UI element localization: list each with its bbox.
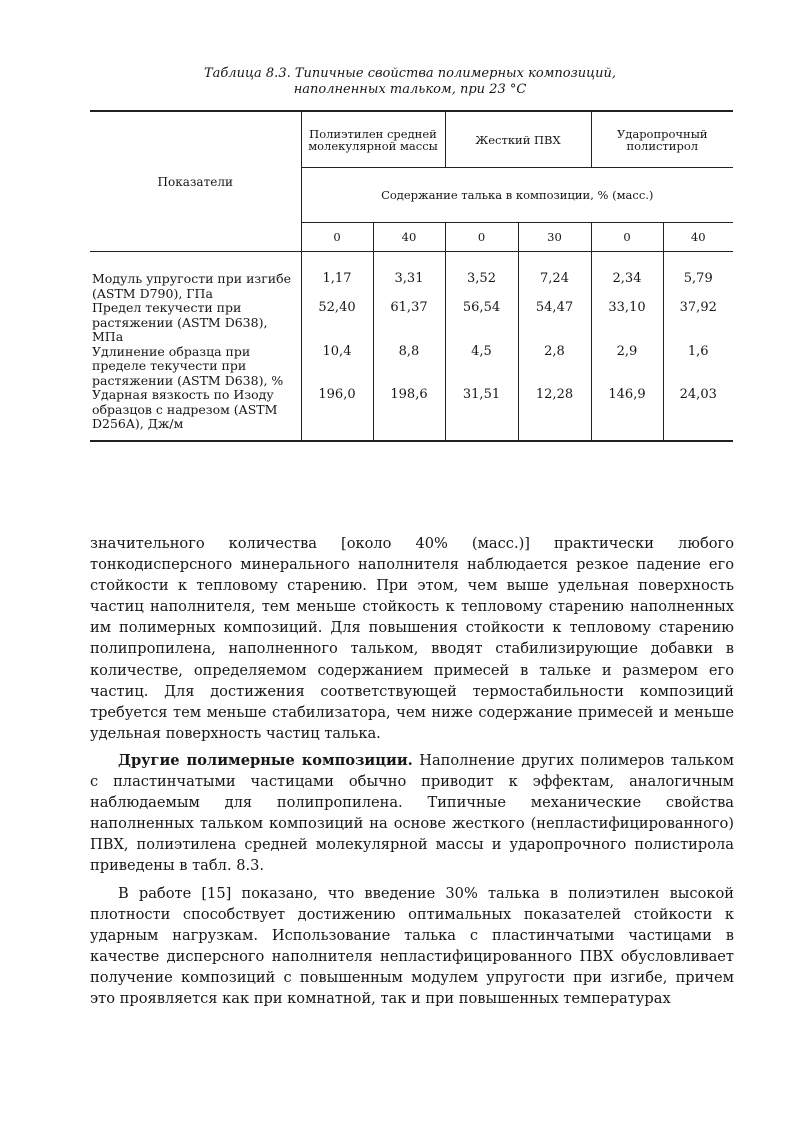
- table-cell: 10,4: [301, 345, 373, 389]
- table-row: [90, 388, 733, 441]
- paragraph: В работе [15] показано, что введение 30% талька в полиэтилен высокой плотности способствует достижению оптимальных показателей стойкости к ударным нагрузкам. Использование талька с пластинчатыми частицами в качестве дисперсного наполнителя непластифицированного ПВХ обусловливает получение композиций с повышенным модулем упругости при изгибе, причем это проявляется как при комнатной, так и при повышенных температурах: [90, 884, 734, 1007]
- table-cell: 1,17: [301, 252, 373, 302]
- table-cell: 3,31: [373, 252, 445, 302]
- table-cell: 61,37: [373, 301, 445, 345]
- table-caption-line-2: наполненных тальком, при 23 °С: [293, 82, 527, 97]
- table-cell: 8,8: [373, 345, 445, 389]
- paragraph: [90, 750, 734, 877]
- table-cell: 54,47: [518, 301, 591, 345]
- header-talc-value: 40: [663, 223, 733, 252]
- header-talc-value: 0: [301, 223, 373, 252]
- properties-table: [90, 110, 733, 442]
- table-cell: 4,5: [445, 345, 518, 389]
- header-talc-value: 0: [445, 223, 518, 252]
- section-heading: Другие полимерные композиции.: [118, 751, 413, 769]
- table-cell: 198,6: [373, 388, 445, 441]
- row-label: Модуль упругости при изгибе (ASTM D790), ГПа: [92, 271, 292, 301]
- table-cell: 196,0: [301, 388, 373, 441]
- table-caption-line-1: Таблица 8.3. Типичные свойства полимерных композиций,: [203, 66, 617, 81]
- paragraph: значительного количества [около 40% (масс.)] практически любого тонкодисперсного минерального наполнителя наблюдается резкое падение его стойкости к тепловому старению. При этом, чем выше удельная поверхность частиц наполнителя, тем меньше стойкость к тепловому старению наполненных им полимерных композиций. Для повышения стойкости к тепловому старению полипропилена, наполненного тальком, вводят стабилизирующие добавки в количестве, определяемом содержанием примесей в тальке и размером его частиц. Для достижения соответствующей термостабильности композиций требуется тем меньше стабилизатора, чем ниже содержание примесей и меньше удельная поверхность частиц талька.: [90, 535, 734, 742]
- table-row: [90, 345, 733, 389]
- table-cell: 1,6: [663, 345, 733, 389]
- table-caption: [150, 66, 670, 98]
- row-label: Предел текучести при растяжении (ASTM D638), МПа: [92, 300, 268, 344]
- table-cell: 12,28: [518, 388, 591, 441]
- row-label: Ударная вязкость по Изоду образцов с надрезом (ASTM D256A), Дж/м: [90, 388, 301, 441]
- header-polymer-pe: Полиэтилен средней молекулярной массы: [301, 111, 445, 168]
- row-label: Удлинение образца при пределе текучести при растяжении (ASTM D638), %: [92, 343, 284, 388]
- header-talc-value: 30: [518, 223, 591, 252]
- table-cell: 24,03: [663, 388, 733, 441]
- table-row: [90, 252, 733, 302]
- paragraph-text: Наполнение других полимеров тальком с пластинчатыми частицами обычно приводит к эффектам, аналогичным наблюдаемым для полипропилена. Типичные механические свойства наполненных тальком композиций на основе жесткого (непластифицированного) ПВХ, полиэтилена средней молекулярной массы и ударопрочного полистирола приведены в табл. 8.3.: [90, 751, 734, 875]
- table-cell: 2,34: [591, 252, 663, 302]
- header-talc-value: 40: [373, 223, 445, 252]
- table-cell: 33,10: [591, 301, 663, 345]
- table-cell: 31,51: [445, 388, 518, 441]
- table-cell: 7,24: [518, 252, 591, 302]
- header-polymer-pvc: Жесткий ПВХ: [445, 111, 591, 168]
- header-talc-value: 0: [591, 223, 663, 252]
- table-cell: 37,92: [663, 301, 733, 345]
- table-cell: 146,9: [591, 388, 663, 441]
- table-cell: 5,79: [663, 252, 733, 302]
- table-cell: 2,9: [591, 345, 663, 389]
- header-talc-content: Содержание талька в композиции, % (масс.): [301, 168, 733, 223]
- header-indicators: Показатели: [90, 111, 301, 252]
- table-cell: 3,52: [445, 252, 518, 302]
- header-polymer-ps: Ударопрочный полистирол: [591, 111, 733, 168]
- table-row: [90, 301, 733, 345]
- table-cell: 2,8: [518, 345, 591, 389]
- table-cell: 56,54: [445, 301, 518, 345]
- table-cell: 52,40: [301, 301, 373, 345]
- body-text: [90, 533, 734, 1009]
